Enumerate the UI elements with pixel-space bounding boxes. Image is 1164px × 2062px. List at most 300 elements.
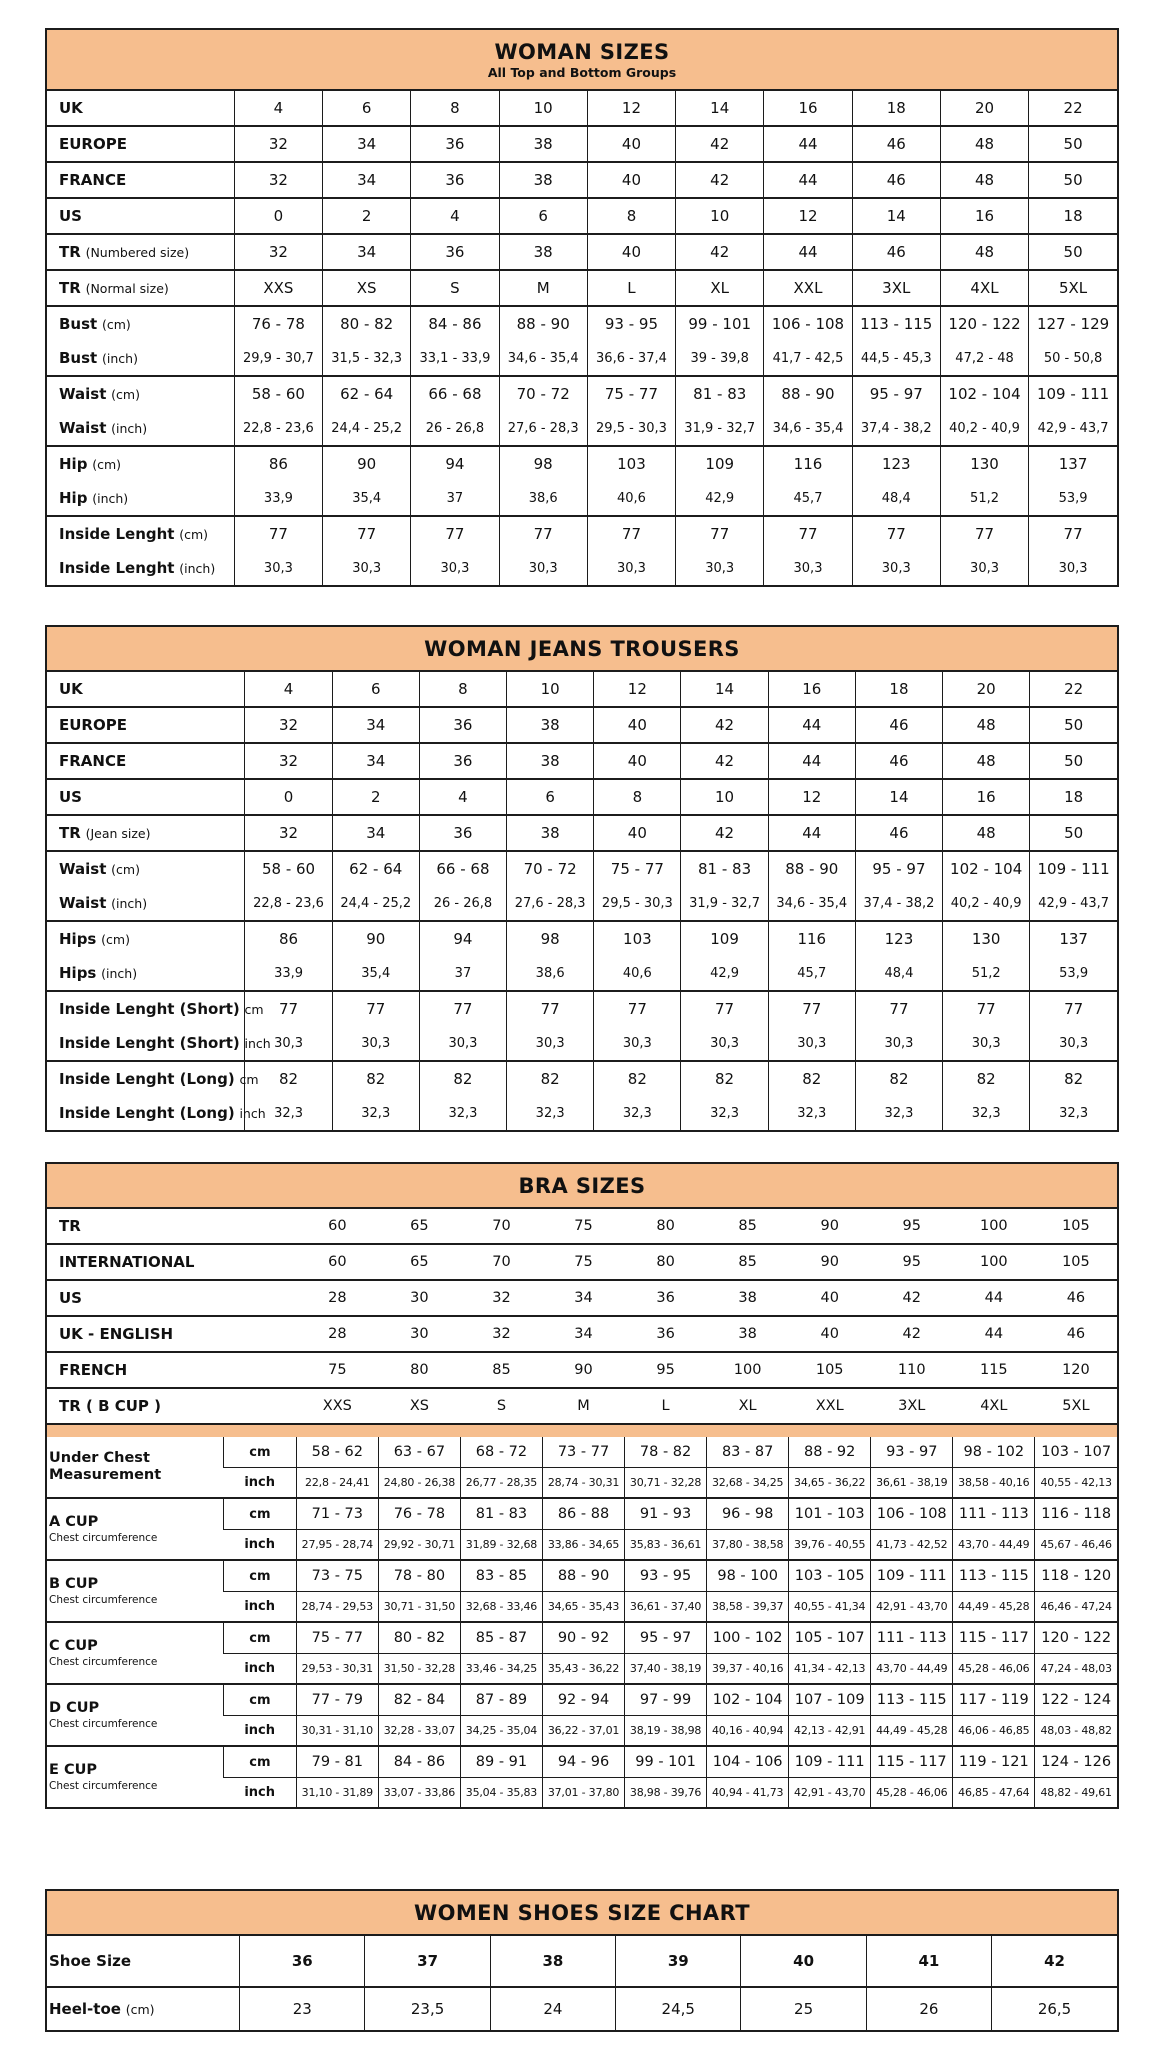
- shoes-title: WOMEN SHOES SIZE CHART: [414, 1901, 750, 1925]
- size-value: 30,3: [855, 1026, 942, 1061]
- row-group: [47, 851, 1117, 921]
- size-value: 109 - 111: [1029, 376, 1117, 411]
- size-value: 24,4 - 25,2: [323, 411, 411, 446]
- size-value: 103: [594, 921, 681, 956]
- size-value: 8: [411, 91, 499, 126]
- size-value: 32,3: [332, 1096, 419, 1130]
- size-value: 37,4 - 38,2: [855, 886, 942, 921]
- size-value: 77: [676, 516, 764, 551]
- row-label-note: inch: [239, 1106, 266, 1121]
- size-value: 32,68 - 34,25: [707, 1468, 789, 1499]
- row-label-note: (inch): [92, 491, 129, 506]
- size-value: 10: [681, 779, 768, 815]
- size-value: 115 - 117: [953, 1622, 1035, 1654]
- row-group: [47, 1936, 1117, 1987]
- size-value: 34,25 - 35,04: [460, 1716, 542, 1747]
- row-label: Hip (cm): [59, 455, 122, 473]
- size-value: 30,3: [764, 551, 852, 585]
- size-value: 40,2 - 40,9: [943, 886, 1030, 921]
- row-label-note: (inch): [179, 561, 216, 576]
- size-value: 38: [738, 1290, 757, 1306]
- size-value: 27,6 - 28,3: [499, 411, 587, 446]
- size-value: 94: [411, 446, 499, 481]
- row-label: UK - ENGLISH: [59, 1325, 174, 1343]
- unit-label: inch: [244, 1723, 275, 1738]
- size-value: 84 - 86: [378, 1746, 460, 1778]
- size-value: 88 - 90: [764, 376, 852, 411]
- unit-label: inch: [244, 1537, 275, 1552]
- size-value: 77: [332, 991, 419, 1026]
- row-label: US: [59, 788, 82, 806]
- cup-sublabel: Chest circumference: [49, 1532, 158, 1545]
- size-value: 29,9 - 30,7: [234, 341, 322, 376]
- cup-sublabel: Chest circumference: [49, 1656, 158, 1669]
- size-value: 37,4 - 38,2: [852, 411, 940, 446]
- size-value: 30,71 - 32,28: [625, 1468, 707, 1499]
- size-value: 82: [855, 1061, 942, 1096]
- row-label: Shoe Size: [49, 1952, 132, 1970]
- size-value: 30,3: [411, 551, 499, 585]
- size-value: 38: [490, 1936, 615, 1987]
- size-value: 100: [733, 1362, 762, 1378]
- size-value: 31,89 - 32,68: [460, 1530, 542, 1561]
- size-value: 32,3: [507, 1096, 594, 1130]
- row-group: [47, 1061, 1117, 1130]
- size-value: 45,28 - 46,06: [953, 1654, 1035, 1685]
- size-value: 85: [738, 1254, 757, 1270]
- size-value: 111 - 113: [871, 1622, 953, 1654]
- row-group: [47, 1209, 1117, 1244]
- size-value: XS: [323, 270, 411, 306]
- size-value: 34: [332, 707, 419, 743]
- row-label-note: (Jean size): [85, 826, 151, 841]
- size-value: 34: [574, 1290, 593, 1306]
- row-label-note: (cm): [111, 862, 140, 877]
- row-label: Hip (inch): [59, 489, 129, 507]
- size-value: 113 - 115: [852, 306, 940, 341]
- size-value: 42: [902, 1326, 921, 1342]
- size-value: 29,5 - 30,3: [594, 886, 681, 921]
- row-label-note: (Numbered size): [85, 245, 190, 260]
- size-value: 60: [328, 1218, 347, 1234]
- size-value: 109 - 111: [871, 1560, 953, 1592]
- size-value: 25: [741, 1987, 866, 2030]
- table-row: [47, 1936, 1117, 1987]
- row-label: TR (Jean size): [59, 824, 151, 842]
- row-label: FRENCH: [59, 1361, 128, 1379]
- row-group: [47, 198, 1117, 234]
- row-label: Bust (inch): [59, 349, 138, 367]
- size-value: 0: [245, 779, 332, 815]
- table-row: [47, 198, 1117, 234]
- size-value: 83 - 85: [460, 1560, 542, 1592]
- size-value: 88 - 90: [768, 851, 855, 886]
- size-value: 46: [852, 162, 940, 198]
- size-value: 36: [656, 1290, 675, 1306]
- size-value: 95 - 97: [625, 1622, 707, 1654]
- size-value: 51,2: [943, 956, 1030, 991]
- size-value: 18: [855, 672, 942, 707]
- row-group: [47, 921, 1117, 991]
- size-value: 36: [419, 707, 506, 743]
- cup-group: [47, 1684, 1117, 1746]
- size-value: 86 - 88: [542, 1498, 624, 1530]
- cup-group: [47, 1498, 1117, 1560]
- size-value: 98 - 102: [953, 1437, 1035, 1468]
- size-value: 50: [1029, 234, 1117, 270]
- size-value: 109: [676, 446, 764, 481]
- size-value: 4XL: [940, 270, 1028, 306]
- table-row: [47, 1352, 1117, 1388]
- size-value: 2: [323, 198, 411, 234]
- size-value: 70: [492, 1254, 511, 1270]
- table-row: [47, 779, 1117, 815]
- size-value: 30,3: [234, 551, 322, 585]
- size-value: 40,6: [594, 956, 681, 991]
- size-value: 37,40 - 38,19: [625, 1654, 707, 1685]
- table-row: [47, 551, 1117, 585]
- size-value: 82: [594, 1061, 681, 1096]
- size-value: 3XL: [898, 1398, 926, 1414]
- size-value: 18: [1030, 779, 1117, 815]
- size-value: 8: [587, 198, 675, 234]
- size-value: 46: [852, 234, 940, 270]
- size-value: 46: [855, 743, 942, 779]
- size-value: M: [499, 270, 587, 306]
- row-label: Heel-toe (cm): [49, 2000, 155, 2018]
- size-value: 34,6 - 35,4: [768, 886, 855, 921]
- size-value: 58 - 62: [296, 1437, 378, 1468]
- size-value: 92 - 94: [542, 1684, 624, 1716]
- size-value: 34,6 - 35,4: [764, 411, 852, 446]
- size-value: 37: [419, 956, 506, 991]
- table-row: [47, 1437, 1117, 1468]
- size-value: 42,9: [676, 481, 764, 516]
- jeans-header: [47, 627, 1117, 672]
- size-value: 4XL: [980, 1398, 1008, 1414]
- size-value: 32,68 - 33,46: [460, 1592, 542, 1623]
- jeans-trousers-table: [45, 625, 1119, 1132]
- size-value: 40: [594, 815, 681, 851]
- size-value: 120: [1062, 1362, 1090, 1378]
- cup-group: [47, 1622, 1117, 1684]
- row-label-note: (inch): [102, 351, 138, 366]
- size-value: 32: [234, 162, 322, 198]
- size-value: 38: [499, 162, 587, 198]
- size-value: 5XL: [1029, 270, 1117, 306]
- size-value: 107 - 109: [789, 1684, 871, 1716]
- size-value: 8: [594, 779, 681, 815]
- size-value: XL: [676, 270, 764, 306]
- size-value: 80: [410, 1362, 429, 1378]
- size-value: 77: [855, 991, 942, 1026]
- size-value: 77: [594, 991, 681, 1026]
- size-value: 90: [332, 921, 419, 956]
- size-value: 32,3: [855, 1096, 942, 1130]
- row-label: EUROPE: [59, 716, 127, 734]
- table-row: [47, 91, 1117, 126]
- size-value: 32,3: [245, 1096, 332, 1130]
- size-value: 63 - 67: [378, 1437, 460, 1468]
- cup-label: B CUP Chest circumference: [47, 1560, 224, 1622]
- size-value: 30,3: [1030, 1026, 1117, 1061]
- row-group: [47, 234, 1117, 270]
- size-value: 116 - 118: [1035, 1498, 1117, 1530]
- row-group: [47, 91, 1117, 126]
- size-value: 22,8 - 24,41: [296, 1468, 378, 1499]
- row-label-note: (inch): [111, 896, 148, 911]
- size-value: 29,92 - 30,71: [378, 1530, 460, 1561]
- size-value: 46: [855, 815, 942, 851]
- size-value: 22,8 - 23,6: [234, 411, 322, 446]
- size-value: 90: [820, 1218, 839, 1234]
- size-value: 117 - 119: [953, 1684, 1035, 1716]
- size-value: 35,83 - 36,61: [625, 1530, 707, 1561]
- size-value: 103 - 105: [789, 1560, 871, 1592]
- table-row: [47, 1388, 1117, 1424]
- woman-sizes-subtitle: All Top and Bottom Groups: [487, 65, 677, 80]
- size-value: 65: [410, 1254, 429, 1270]
- size-value: 33,46 - 34,25: [460, 1654, 542, 1685]
- size-value: 123: [855, 921, 942, 956]
- size-value: 20: [940, 91, 1028, 126]
- size-value: 33,07 - 33,86: [378, 1778, 460, 1808]
- size-value: 35,4: [323, 481, 411, 516]
- cup-sublabel: Chest circumference: [49, 1718, 158, 1731]
- size-value: 31,5 - 32,3: [323, 341, 411, 376]
- size-value: 4: [419, 779, 506, 815]
- unit-label: cm: [224, 1437, 297, 1468]
- size-value: 105 - 107: [789, 1622, 871, 1654]
- row-label-note: cm: [244, 1002, 264, 1017]
- table-row: [47, 270, 1117, 306]
- size-value: 45,7: [768, 956, 855, 991]
- size-value: 84 - 86: [411, 306, 499, 341]
- size-value: 82: [332, 1061, 419, 1096]
- row-label: Inside Lenght (Long) cm: [59, 1070, 259, 1088]
- size-value: 75 - 77: [296, 1622, 378, 1654]
- size-value: 28: [328, 1290, 347, 1306]
- size-value: 100 - 102: [707, 1622, 789, 1654]
- size-value: 38,19 - 38,98: [625, 1716, 707, 1747]
- size-value: 37: [365, 1936, 490, 1987]
- size-value: 40: [587, 126, 675, 162]
- size-value: 39: [616, 1936, 741, 1987]
- row-label: US: [59, 207, 82, 225]
- size-value: 6: [507, 779, 594, 815]
- size-value: 40,94 - 41,73: [707, 1778, 789, 1808]
- size-value: 66 - 68: [411, 376, 499, 411]
- size-value: 4: [234, 91, 322, 126]
- size-value: 42: [676, 162, 764, 198]
- table-row: [47, 376, 1117, 411]
- row-label-note: (inch): [101, 966, 138, 981]
- size-value: 48,03 - 48,82: [1035, 1716, 1117, 1747]
- size-value: 38: [499, 126, 587, 162]
- size-value: 47,2 - 48: [940, 341, 1028, 376]
- size-value: 46,46 - 47,24: [1035, 1592, 1117, 1623]
- size-value: 28,74 - 30,31: [542, 1468, 624, 1499]
- size-value: 111 - 113: [953, 1498, 1035, 1530]
- woman-sizes-title: WOMAN SIZES: [494, 40, 670, 64]
- size-value: 77: [764, 516, 852, 551]
- size-value: 32: [234, 126, 322, 162]
- size-value: XXL: [815, 1398, 844, 1414]
- size-value: 95 - 97: [855, 851, 942, 886]
- size-value: 37,80 - 38,58: [707, 1530, 789, 1561]
- bra-header: [47, 1164, 1117, 1209]
- row-label: Inside Lenght (inch): [59, 559, 216, 577]
- size-value: 37: [411, 481, 499, 516]
- cup-label: D CUP Chest circumference: [47, 1684, 224, 1746]
- size-value: 40,55 - 41,34: [789, 1592, 871, 1623]
- size-value: 41,7 - 42,5: [764, 341, 852, 376]
- size-value: 38: [499, 234, 587, 270]
- size-value: 38,98 - 39,76: [625, 1778, 707, 1808]
- size-value: 44: [764, 234, 852, 270]
- cup-label: Under Chest Measurement: [49, 1450, 162, 1483]
- size-value: XXS: [234, 270, 322, 306]
- size-value: 116: [764, 446, 852, 481]
- size-value: 82: [1030, 1061, 1117, 1096]
- size-value: 16: [768, 672, 855, 707]
- size-value: 32,3: [768, 1096, 855, 1130]
- size-value: 42: [681, 707, 768, 743]
- size-value: 90: [574, 1362, 593, 1378]
- size-value: 113 - 115: [871, 1684, 953, 1716]
- size-value: 30,3: [323, 551, 411, 585]
- size-value: 48: [943, 815, 1030, 851]
- size-value: 36: [656, 1326, 675, 1342]
- size-value: 6: [332, 672, 419, 707]
- size-value: 22: [1030, 672, 1117, 707]
- size-value: 100: [979, 1218, 1008, 1234]
- size-value: 36: [419, 815, 506, 851]
- row-label: Inside Lenght (Short) inch: [59, 1034, 271, 1052]
- table-row: [47, 815, 1117, 851]
- size-value: 42,9: [681, 956, 768, 991]
- size-value: 87 - 89: [460, 1684, 542, 1716]
- size-value: 130: [943, 921, 1030, 956]
- size-value: 122 - 124: [1035, 1684, 1117, 1716]
- size-value: 10: [676, 198, 764, 234]
- size-value: 130: [940, 446, 1028, 481]
- row-group: [47, 991, 1117, 1061]
- size-value: 93 - 95: [587, 306, 675, 341]
- cup-label: C CUP Chest circumference: [47, 1622, 224, 1684]
- size-value: 95: [656, 1362, 675, 1378]
- size-value: 18: [1029, 198, 1117, 234]
- size-value: 26 - 26,8: [419, 886, 506, 921]
- size-value: 22,8 - 23,6: [245, 886, 332, 921]
- table-row: [47, 411, 1117, 446]
- cup-label: A CUP Chest circumference: [47, 1498, 224, 1560]
- size-value: 35,4: [332, 956, 419, 991]
- size-value: 85: [738, 1218, 757, 1234]
- size-value: 91 - 93: [625, 1498, 707, 1530]
- size-value: 31,10 - 31,89: [296, 1778, 378, 1808]
- size-value: 90: [820, 1254, 839, 1270]
- size-value: 80: [656, 1254, 675, 1270]
- size-value: 44: [984, 1326, 1004, 1342]
- size-value: 94 - 96: [542, 1746, 624, 1778]
- size-value: 127 - 129: [1029, 306, 1117, 341]
- size-value: 78 - 82: [625, 1437, 707, 1468]
- size-value: 33,9: [234, 481, 322, 516]
- size-value: 42: [681, 743, 768, 779]
- size-value: 109 - 111: [789, 1746, 871, 1778]
- size-value: 48: [943, 707, 1030, 743]
- size-value: 31,50 - 32,28: [378, 1654, 460, 1685]
- size-value: 98: [499, 446, 587, 481]
- size-value: 46: [1066, 1326, 1086, 1342]
- shoes-header: [47, 1891, 1117, 1936]
- size-value: 32: [492, 1326, 511, 1342]
- size-value: 73 - 77: [542, 1437, 624, 1468]
- unit-label: inch: [244, 1475, 275, 1490]
- size-value: 82: [943, 1061, 1030, 1096]
- table-row: [47, 707, 1117, 743]
- row-label: US: [59, 1289, 82, 1307]
- table-row: [47, 1684, 1117, 1716]
- size-value: 23,5: [365, 1987, 490, 2030]
- size-value: 81 - 83: [460, 1498, 542, 1530]
- size-value: 46,06 - 46,85: [953, 1716, 1035, 1747]
- cup-sublabel: Chest circumference: [49, 1594, 158, 1607]
- size-value: 30,3: [332, 1026, 419, 1061]
- size-value: 30,3: [943, 1026, 1030, 1061]
- woman-sizes-table: [45, 28, 1119, 587]
- size-value: 34: [323, 162, 411, 198]
- size-value: 36: [419, 743, 506, 779]
- row-group: [47, 743, 1117, 779]
- size-value: 88 - 90: [542, 1560, 624, 1592]
- size-value: 75: [328, 1362, 347, 1378]
- size-value: 32: [492, 1290, 511, 1306]
- size-value: 77: [681, 991, 768, 1026]
- size-value: 16: [764, 91, 852, 126]
- size-value: 75: [574, 1254, 593, 1270]
- size-value: 45,67 - 46,46: [1035, 1530, 1117, 1561]
- size-value: 82 - 84: [378, 1684, 460, 1716]
- cup-group: [47, 1560, 1117, 1622]
- size-value: 50 - 50,8: [1029, 341, 1117, 376]
- size-value: 99 - 101: [676, 306, 764, 341]
- size-value: 62 - 64: [332, 851, 419, 886]
- size-value: 50: [1030, 707, 1117, 743]
- size-value: 75 - 77: [587, 376, 675, 411]
- row-group: [47, 306, 1117, 376]
- bra-title: BRA SIZES: [518, 1174, 646, 1198]
- size-value: 98: [507, 921, 594, 956]
- bra-sizes-table: [45, 1162, 1119, 1809]
- size-value: 42,13 - 42,91: [789, 1716, 871, 1747]
- size-value: 30,3: [507, 1026, 594, 1061]
- size-value: 29,53 - 30,31: [296, 1654, 378, 1685]
- size-value: 103 - 107: [1035, 1437, 1117, 1468]
- shoes-size-table: [45, 1889, 1119, 2032]
- table-row: [47, 1244, 1117, 1280]
- size-value: 42,91 - 43,70: [871, 1592, 953, 1623]
- size-value: 32,3: [1030, 1096, 1117, 1130]
- size-chart-document: [45, 28, 1119, 2032]
- size-value: 34,6 - 35,4: [499, 341, 587, 376]
- size-value: 80: [656, 1218, 675, 1234]
- size-value: 14: [855, 779, 942, 815]
- size-value: 30,3: [676, 551, 764, 585]
- size-value: 38,6: [499, 481, 587, 516]
- size-value: 77: [852, 516, 940, 551]
